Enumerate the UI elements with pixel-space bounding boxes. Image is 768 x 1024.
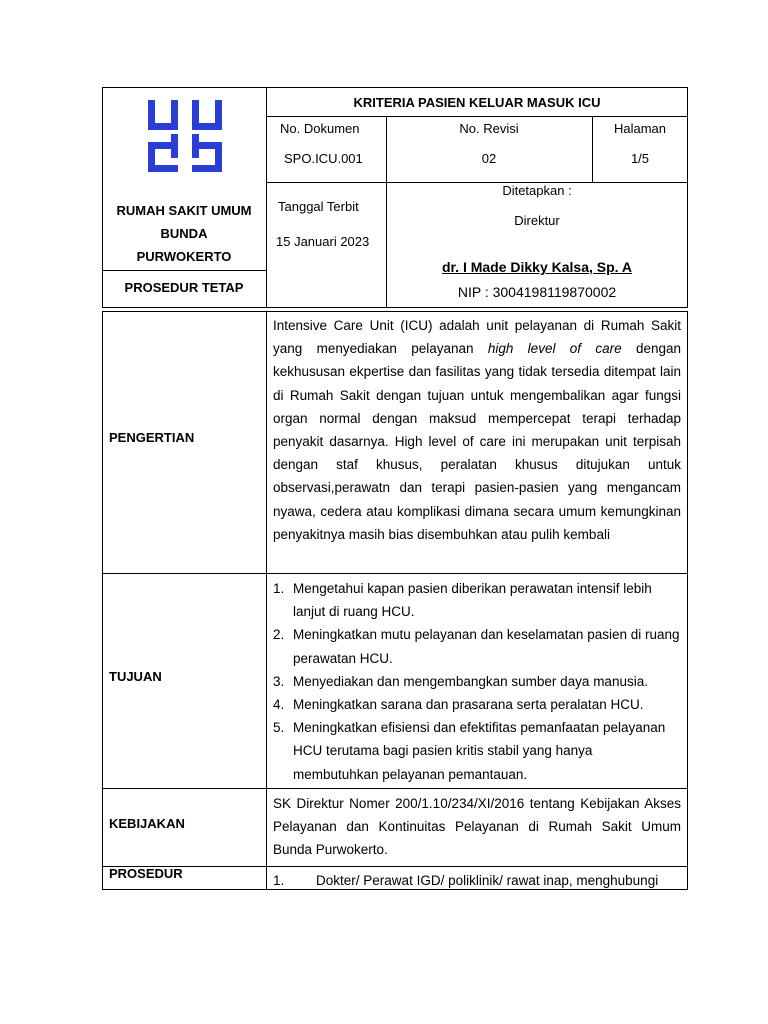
approver-role: Direktur — [514, 213, 560, 228]
list-item — [273, 670, 681, 693]
header-divider — [102, 270, 266, 271]
section-content-pengertian — [273, 314, 681, 546]
pengertian-text: dengan kekhususan ekpertise dan fasilitas yang tidak tersedia ditempat lain di Rumah Sakit dengan tujuan untuk mengembalikan agar fungsi organ normal dengan maksud mempercepat terapi terhadap penyakit dasarnya. High level of care ini merupakan unit terpisah dengan staf khusus, peralatan khusus ditujukan untuk observasi,perawatn dan terapi pasien-pasien yang mengancam nyawa, cedera atau komplikasi dimana secara umum kemungkinan penyakitnya masih bias disembuhkan atau pulih kembali — [273, 341, 681, 542]
list-item-text: Meningkatkan efisiensi dan efektifitas pemanfaatan pelayanan HCU terutama bagi pasien kritis stabil yang hanya membutuhkan pelayanan pemantauan. — [293, 720, 666, 782]
section-content-kebijakan — [273, 792, 681, 862]
page-label: Halaman — [613, 121, 667, 136]
list-item-number: 3. — [273, 673, 285, 689]
revision-label: No. Revisi — [459, 121, 519, 136]
body-divider — [687, 311, 688, 890]
hospital-logo — [148, 100, 222, 172]
hospital-name-line: PURWOKERTO — [136, 249, 232, 264]
hospital-logo-mark — [148, 100, 222, 172]
list-item-text: Menyediakan dan mengembangkan sumber daya manusia. — [293, 673, 648, 689]
pengertian-emphasis: high level of care — [487, 341, 622, 357]
prosedur-item-text: Dokter/ Perawat IGD/ poliklinik/ rawat inap, menghubungi — [316, 873, 659, 888]
doc-number-value: SPO.ICU.001 — [284, 151, 363, 166]
approved-label: Ditetapkan : — [502, 183, 572, 198]
hospital-name-line: RUMAH SAKIT UMUM — [116, 203, 252, 218]
section-content-prosedur — [273, 869, 681, 892]
header-divider — [266, 116, 688, 117]
list-item-text: Mengetahui kapan pasien diberikan perawatan intensif lebih lanjut di ruang HCU. — [293, 581, 652, 620]
list-item — [273, 716, 681, 786]
list-item — [273, 693, 681, 716]
hospital-name — [102, 199, 266, 268]
section-label-prosedur: PROSEDUR — [109, 866, 183, 881]
body-divider — [266, 311, 267, 890]
list-item-text: Meningkatkan sarana dan prasarana serta peralatan HCU. — [293, 697, 644, 713]
list-item-number: 4. — [273, 697, 285, 713]
list-item — [273, 623, 681, 669]
header-divider — [266, 87, 267, 308]
document-header-table — [102, 87, 688, 308]
doc-number-label: No. Dokumen — [280, 121, 360, 136]
section-content-tujuan — [273, 577, 681, 786]
body-divider — [102, 573, 688, 574]
list-item-number: 5. — [273, 720, 285, 736]
body-divider — [102, 788, 688, 789]
hospital-name-line: BUNDA — [160, 226, 208, 241]
list-item — [273, 577, 681, 623]
body-divider — [102, 311, 103, 890]
director-nip: NIP : 3004198119870002 — [457, 284, 617, 300]
pengertian-paragraph — [273, 314, 681, 546]
revision-value: 02 — [481, 151, 497, 166]
tujuan-list — [273, 577, 681, 786]
section-label-kebijakan: KEBIJAKAN — [109, 816, 185, 831]
body-divider — [102, 311, 688, 312]
list-item-number: 1. — [273, 581, 285, 596]
list-item-number: 2. — [273, 627, 285, 643]
section-label-pengertian: PENGERTIAN — [109, 430, 195, 445]
issue-date-value: 15 Januari 2023 — [276, 234, 370, 249]
sop-label: PROSEDUR TETAP — [124, 280, 244, 295]
document-title: KRITERIA PASIEN KELUAR MASUK ICU — [353, 95, 601, 110]
list-item-text: Meningkatkan mutu pelayanan dan keselamatan pasien di ruang perawatan HCU. — [293, 627, 680, 666]
issue-date-label: Tanggal Terbit — [278, 199, 359, 214]
pengertian-text: Intensive Care Unit (ICU) adalah unit pelayanan di Rumah Sakit yang menyediakan pelayanan — [273, 318, 681, 357]
kebijakan-paragraph: SK Direktur Nomer 200/1.10/234/XI/2016 tentang Kebijakan Akses Pelayanan dan Kontinuitas Pelayanan di Rumah Sakit Umum Bunda Purwokerto. — [273, 796, 681, 858]
page-value: 1/5 — [630, 151, 650, 166]
prosedur-item-number: 1. — [273, 873, 285, 888]
body-divider — [102, 866, 688, 867]
director-name: dr. I Made Dikky Kalsa, Sp. A — [441, 259, 633, 275]
section-label-tujuan: TUJUAN — [109, 669, 162, 684]
header-divider — [386, 116, 387, 308]
